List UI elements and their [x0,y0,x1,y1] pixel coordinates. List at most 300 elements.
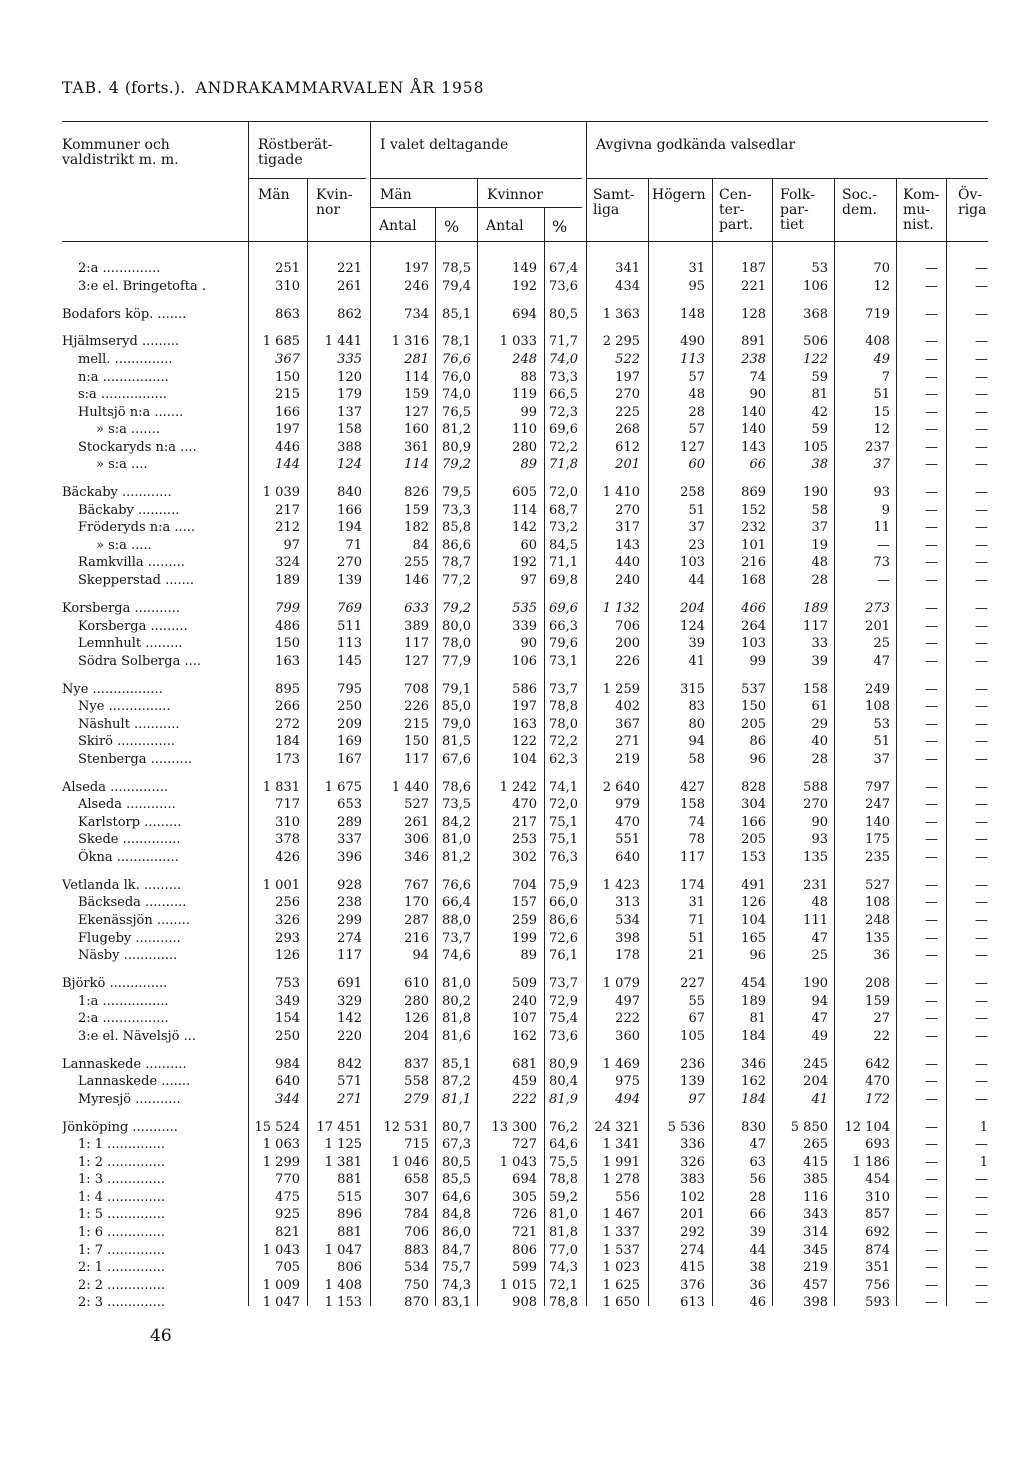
cell-col-2: 17 451 [316,1119,362,1135]
cell-col-5: 97 [520,573,537,588]
cell-col-9: 454 [741,976,766,991]
cell-col-13: — [975,600,988,616]
top-rule [62,121,988,122]
cell-col-10: 59 [811,422,828,438]
cell-col-7: 497 [615,993,640,1009]
row-label: Stockaryds n:a .... [78,439,197,455]
cell-col-6: 71,7 [549,334,578,350]
cell-col-7: 434 [615,278,640,294]
cell-col-13: — [975,814,988,830]
cell-col-3: 361 [404,439,429,455]
cell-col-3: 246 [404,278,429,294]
row-label: » s:a ....... [96,422,160,438]
cell-col-2: 806 [337,1260,362,1276]
row-label: Korsberga ......... [78,618,188,634]
cell-col-7: 1 023 [602,1260,640,1276]
cell-col-3: 346 [404,849,429,865]
cell-col-5: 599 [512,1260,537,1276]
cell-col-12: — [925,573,938,588]
cell-col-3: 160 [404,422,429,438]
cell-col-7: 1 423 [602,877,640,893]
cell-col-11: 15 [873,404,890,420]
cell-col-2: 271 [337,1091,362,1107]
cell-col-13: — [975,1056,988,1072]
cell-col-10: 231 [803,877,828,893]
cell-col-12: — [925,1242,938,1258]
cell-col-1: 163 [275,653,300,669]
cell-col-9: 205 [741,832,766,848]
header-kvinnor-antal: Antal [486,218,524,234]
cell-col-9: 140 [741,422,766,438]
cell-col-11: 108 [865,895,890,911]
cell-col-5: 192 [512,555,537,571]
cell-col-7: 341 [615,261,640,276]
cell-col-11: 273 [865,600,890,616]
vrule-3 [370,121,371,1306]
cell-col-6: 71,1 [549,555,578,571]
cell-col-9: 153 [741,849,766,865]
cell-col-1: 144 [275,457,300,473]
cell-col-3: 826 [404,485,429,501]
cell-col-10: 48 [811,555,828,571]
cell-col-13: — [975,948,988,964]
cell-col-3: 150 [404,734,429,750]
cell-col-9: 66 [749,457,766,473]
cell-col-11: 53 [873,716,890,732]
cell-col-10: 48 [811,895,828,911]
cell-col-2: 179 [337,387,362,403]
cell-col-10: 116 [803,1189,828,1205]
cell-col-1: 272 [275,716,300,732]
cell-col-8: 258 [680,485,705,501]
cell-col-11: — [877,573,890,588]
cell-col-3: 182 [404,520,429,536]
row-label: Skede .............. [78,832,181,848]
cell-col-2: 1 441 [324,334,362,350]
cell-col-10: 265 [803,1137,828,1153]
cell-col-12: — [925,485,938,501]
cell-col-4: 85,8 [442,520,471,536]
cell-col-1: 640 [275,1074,300,1090]
cell-col-12: — [925,832,938,848]
cell-col-9: 86 [749,734,766,750]
row-label: 2: 1 .............. [78,1260,166,1276]
cell-col-10: 219 [803,1260,828,1276]
cell-col-11: 208 [865,976,890,991]
cell-col-6: 59,2 [549,1189,578,1205]
cell-col-3: 734 [404,306,429,322]
cell-col-1: 1 043 [262,1242,300,1258]
cell-col-4: 80,0 [442,618,471,634]
cell-col-9: 81 [749,1011,766,1027]
cell-col-6: 71,8 [549,457,578,473]
cell-col-10: 106 [803,278,828,294]
cell-col-6: 75,4 [549,1011,578,1027]
cell-col-8: 51 [688,502,705,518]
cell-col-8: 28 [688,404,705,420]
cell-col-8: 383 [680,1172,705,1188]
cell-col-3: 558 [404,1074,429,1090]
cell-col-1: 821 [275,1224,300,1240]
cell-col-13: — [975,1277,988,1293]
cell-col-12: — [925,600,938,616]
cell-col-9: 140 [741,404,766,420]
cell-col-5: 163 [512,716,537,732]
cell-col-7: 640 [615,849,640,865]
cell-col-4: 79,2 [442,457,471,473]
cell-col-5: 60 [520,537,537,553]
cell-col-10: 59 [811,369,828,385]
cell-col-9: 143 [741,439,766,455]
cell-col-10: 39 [811,653,828,669]
cell-col-4: 77,2 [442,573,471,588]
cell-col-6: 80,4 [549,1074,578,1090]
cell-col-10: 270 [803,797,828,813]
cell-col-9: 205 [741,716,766,732]
cell-col-7: 200 [615,636,640,652]
cell-col-5: 13 300 [491,1119,537,1135]
cell-col-2: 270 [337,555,362,571]
cell-col-4: 85,1 [442,1056,471,1072]
cell-col-13: — [975,1189,988,1205]
cell-col-1: 705 [275,1260,300,1276]
cell-col-5: 908 [512,1295,537,1311]
cell-col-10: 345 [803,1242,828,1258]
cell-col-2: 221 [337,261,362,276]
cell-col-2: 289 [337,814,362,830]
cell-col-10: 53 [811,261,828,276]
cell-col-2: 896 [337,1207,362,1223]
cell-col-10: 28 [811,751,828,767]
cell-col-7: 975 [615,1074,640,1090]
cell-col-11: 248 [865,912,890,928]
cell-col-8: 48 [688,387,705,403]
cell-col-6: 69,8 [549,573,578,588]
cell-col-10: 506 [803,334,828,350]
cell-col-3: 114 [404,369,429,385]
cell-col-9: 216 [741,555,766,571]
cell-col-13: 1 [979,1154,988,1170]
cell-col-7: 360 [615,1028,640,1044]
cell-col-3: 127 [404,404,429,420]
cell-col-2: 113 [337,636,362,652]
cell-col-8: 174 [680,877,705,893]
cell-col-13: — [975,1260,988,1276]
row-label: » s:a ..... [96,537,152,553]
cell-col-12: — [925,1295,938,1311]
cell-col-11: 692 [865,1224,890,1240]
row-label: Nye ............... [78,699,171,715]
cell-col-12: — [925,849,938,865]
cell-col-8: 103 [680,555,705,571]
cell-col-12: — [925,993,938,1009]
header-deltagande: I valet deltagande [380,137,509,153]
cell-col-6: 74,0 [549,352,578,367]
cell-col-5: 1 015 [499,1277,537,1293]
cell-col-1: 863 [275,306,300,322]
cell-col-3: 94 [412,948,429,964]
cell-col-10: 19 [811,537,828,553]
cell-col-8: 39 [688,636,705,652]
cell-col-4: 79,2 [442,600,471,616]
cell-col-6: 73,7 [549,681,578,697]
cell-col-6: 74,1 [549,779,578,795]
cell-col-12: — [925,555,938,571]
row-label: 1: 7 .............. [78,1242,166,1258]
cell-col-5: 88 [520,369,537,385]
cell-col-7: 1 341 [602,1137,640,1153]
cell-col-5: 694 [512,1172,537,1188]
cell-col-2: 169 [337,734,362,750]
cell-col-13: — [975,976,988,991]
cell-col-4: 81,5 [442,734,471,750]
cell-col-6: 72,6 [549,930,578,946]
cell-col-8: 78 [688,832,705,848]
cell-col-13: — [975,797,988,813]
cell-col-5: 162 [512,1028,537,1044]
cell-col-8: 376 [680,1277,705,1293]
row-label: » s:a .... [96,457,148,473]
cell-col-1: 770 [275,1172,300,1188]
cell-col-5: 339 [512,618,537,634]
cell-col-1: 326 [275,912,300,928]
cell-col-11: 1 186 [852,1154,890,1170]
cell-col-13: — [975,1207,988,1223]
cell-col-9: 96 [749,751,766,767]
cell-col-5: 89 [520,457,537,473]
cell-col-8: 31 [688,895,705,911]
cell-col-3: 708 [404,681,429,697]
cell-col-9: 90 [749,387,766,403]
cell-col-2: 337 [337,832,362,848]
cell-col-12: — [925,1056,938,1072]
cell-col-7: 440 [615,555,640,571]
cell-col-8: 71 [688,912,705,928]
cell-col-12: — [925,734,938,750]
row-label: Jönköping ........... [62,1119,178,1135]
cell-col-3: 255 [404,555,429,571]
cell-col-3: 226 [404,699,429,715]
cell-col-4: 81,1 [442,1091,471,1107]
header-soc: Soc.- dem. [842,187,878,218]
row-label: Skirö .............. [78,734,175,750]
cell-col-11: 175 [865,832,890,848]
cell-col-10: 314 [803,1224,828,1240]
cell-col-7: 270 [615,387,640,403]
cell-col-9: 162 [741,1074,766,1090]
cell-col-7: 219 [615,751,640,767]
cell-col-3: 287 [404,912,429,928]
cell-col-12: — [925,387,938,403]
cell-col-9: 491 [741,877,766,893]
cell-col-13: — [975,699,988,715]
cell-col-13: — [975,751,988,767]
cell-col-13: 1 [979,1119,988,1135]
cell-col-7: 197 [615,369,640,385]
cell-col-12: — [925,404,938,420]
cell-col-9: 96 [749,948,766,964]
cell-col-6: 62,3 [549,751,578,767]
cell-col-5: 1 043 [499,1154,537,1170]
cell-col-7: 2 295 [602,334,640,350]
cell-col-8: 315 [680,681,705,697]
cell-col-13: — [975,653,988,669]
cell-col-10: 47 [811,930,828,946]
cell-col-4: 75,7 [442,1260,471,1276]
cell-col-6: 66,0 [549,895,578,911]
cell-col-11: 108 [865,699,890,715]
cell-col-6: 72,0 [549,797,578,813]
cell-col-11: 719 [865,306,890,322]
row-label: 1: 3 .............. [78,1172,166,1188]
cell-col-12: — [925,1207,938,1223]
header-man-pct: % [444,217,460,236]
cell-col-1: 1 047 [262,1295,300,1311]
cell-col-13: — [975,387,988,403]
cell-col-2: 166 [337,502,362,518]
cell-col-9: 346 [741,1056,766,1072]
cell-col-9: 168 [741,573,766,588]
cell-col-2: 1 408 [324,1277,362,1293]
table-continued: (forts.). [119,79,186,97]
cell-col-3: 837 [404,1056,429,1072]
cell-col-9: 101 [741,537,766,553]
cell-col-7: 470 [615,814,640,830]
row-label: Ökna ............... [78,849,179,865]
cell-col-2: 795 [337,681,362,697]
cell-col-3: 261 [404,814,429,830]
cell-col-13: — [975,369,988,385]
cell-col-8: 201 [680,1207,705,1223]
row-label: Ramkvilla ......... [78,555,185,571]
cell-col-11: 140 [865,814,890,830]
cell-col-13: — [975,439,988,455]
cell-col-10: 368 [803,306,828,322]
cell-col-3: 114 [404,457,429,473]
cell-col-2: 71 [345,537,362,553]
cell-col-11: 37 [873,457,890,473]
cell-col-7: 226 [615,653,640,669]
cell-col-3: 117 [404,751,429,767]
cell-col-5: 99 [520,404,537,420]
cell-col-2: 388 [337,439,362,455]
cell-col-8: 204 [680,600,705,616]
cell-col-3: 706 [404,1224,429,1240]
cell-col-5: 107 [512,1011,537,1027]
cell-col-13: — [975,404,988,420]
cell-col-10: 135 [803,849,828,865]
cell-col-13: — [975,278,988,294]
cell-col-12: — [925,636,938,652]
cell-col-2: 928 [337,877,362,893]
header-d-kvinnor: Kvinnor [487,187,543,203]
cell-col-1: 1 063 [262,1137,300,1153]
header-kommuner: Kommuner och valdistrikt m. m. [62,137,179,168]
cell-col-1: 1 299 [262,1154,300,1170]
cell-col-5: 110 [512,422,537,438]
cell-col-3: 658 [404,1172,429,1188]
cell-col-3: 883 [404,1242,429,1258]
cell-col-9: 44 [749,1242,766,1258]
cell-col-4: 85,1 [442,306,471,322]
cell-col-5: 681 [512,1056,537,1072]
cell-col-9: 187 [741,261,766,276]
cell-col-3: 159 [404,502,429,518]
cell-col-4: 87,2 [442,1074,471,1090]
cell-col-2: 1 125 [324,1137,362,1153]
cell-col-1: 1 831 [262,779,300,795]
cell-col-2: 167 [337,751,362,767]
cell-col-12: — [925,1137,938,1153]
cell-col-1: 184 [275,734,300,750]
cell-col-12: — [925,1091,938,1107]
cell-col-3: 170 [404,895,429,911]
cell-col-12: — [925,751,938,767]
cell-col-8: 23 [688,537,705,553]
cell-col-4: 64,6 [442,1189,471,1205]
cell-col-11: 51 [873,387,890,403]
row-label: 2:a .............. [78,261,161,276]
cell-col-9: 56 [749,1172,766,1188]
cell-col-9: 221 [741,278,766,294]
cell-col-4: 81,0 [442,832,471,848]
cell-col-9: 238 [741,352,766,367]
row-label: Skepperstad ....... [78,573,195,588]
cell-col-10: 81 [811,387,828,403]
cell-col-9: 39 [749,1224,766,1240]
cell-col-2: 840 [337,485,362,501]
cell-col-6: 75,9 [549,877,578,893]
cell-col-9: 184 [741,1028,766,1044]
cell-col-5: 90 [520,636,537,652]
cell-col-11: 7 [881,369,890,385]
cell-col-5: 694 [512,306,537,322]
cell-col-6: 73,6 [549,1028,578,1044]
cell-col-10: 5 850 [790,1119,828,1135]
cell-col-1: 250 [275,1028,300,1044]
cell-col-11: 454 [865,1172,890,1188]
cell-col-9: 128 [741,306,766,322]
cell-col-1: 189 [275,573,300,588]
cell-col-13: — [975,457,988,473]
cell-col-2: 139 [337,573,362,588]
cell-col-11: 693 [865,1137,890,1153]
cell-col-2: 194 [337,520,362,536]
cell-col-1: 367 [275,352,300,367]
cell-col-3: 389 [404,618,429,634]
cell-col-2: 124 [337,457,362,473]
cell-col-6: 66,3 [549,618,578,634]
cell-col-8: 490 [680,334,705,350]
cell-col-7: 271 [615,734,640,750]
cell-col-4: 85,0 [442,699,471,715]
cell-col-13: — [975,1295,988,1311]
cell-col-7: 367 [615,716,640,732]
cell-col-3: 1 440 [391,779,429,795]
cell-col-9: 537 [741,681,766,697]
row-label: Näsby ............. [78,948,178,964]
cell-col-2: 142 [337,1011,362,1027]
cell-col-3: 204 [404,1028,429,1044]
cell-col-13: — [975,261,988,276]
cell-col-10: 25 [811,948,828,964]
cell-col-7: 222 [615,1011,640,1027]
cell-col-6: 73,7 [549,976,578,991]
cell-col-11: 408 [865,334,890,350]
cell-col-7: 313 [615,895,640,911]
row-label: 1: 2 .............. [78,1154,166,1170]
cell-col-9: 232 [741,520,766,536]
